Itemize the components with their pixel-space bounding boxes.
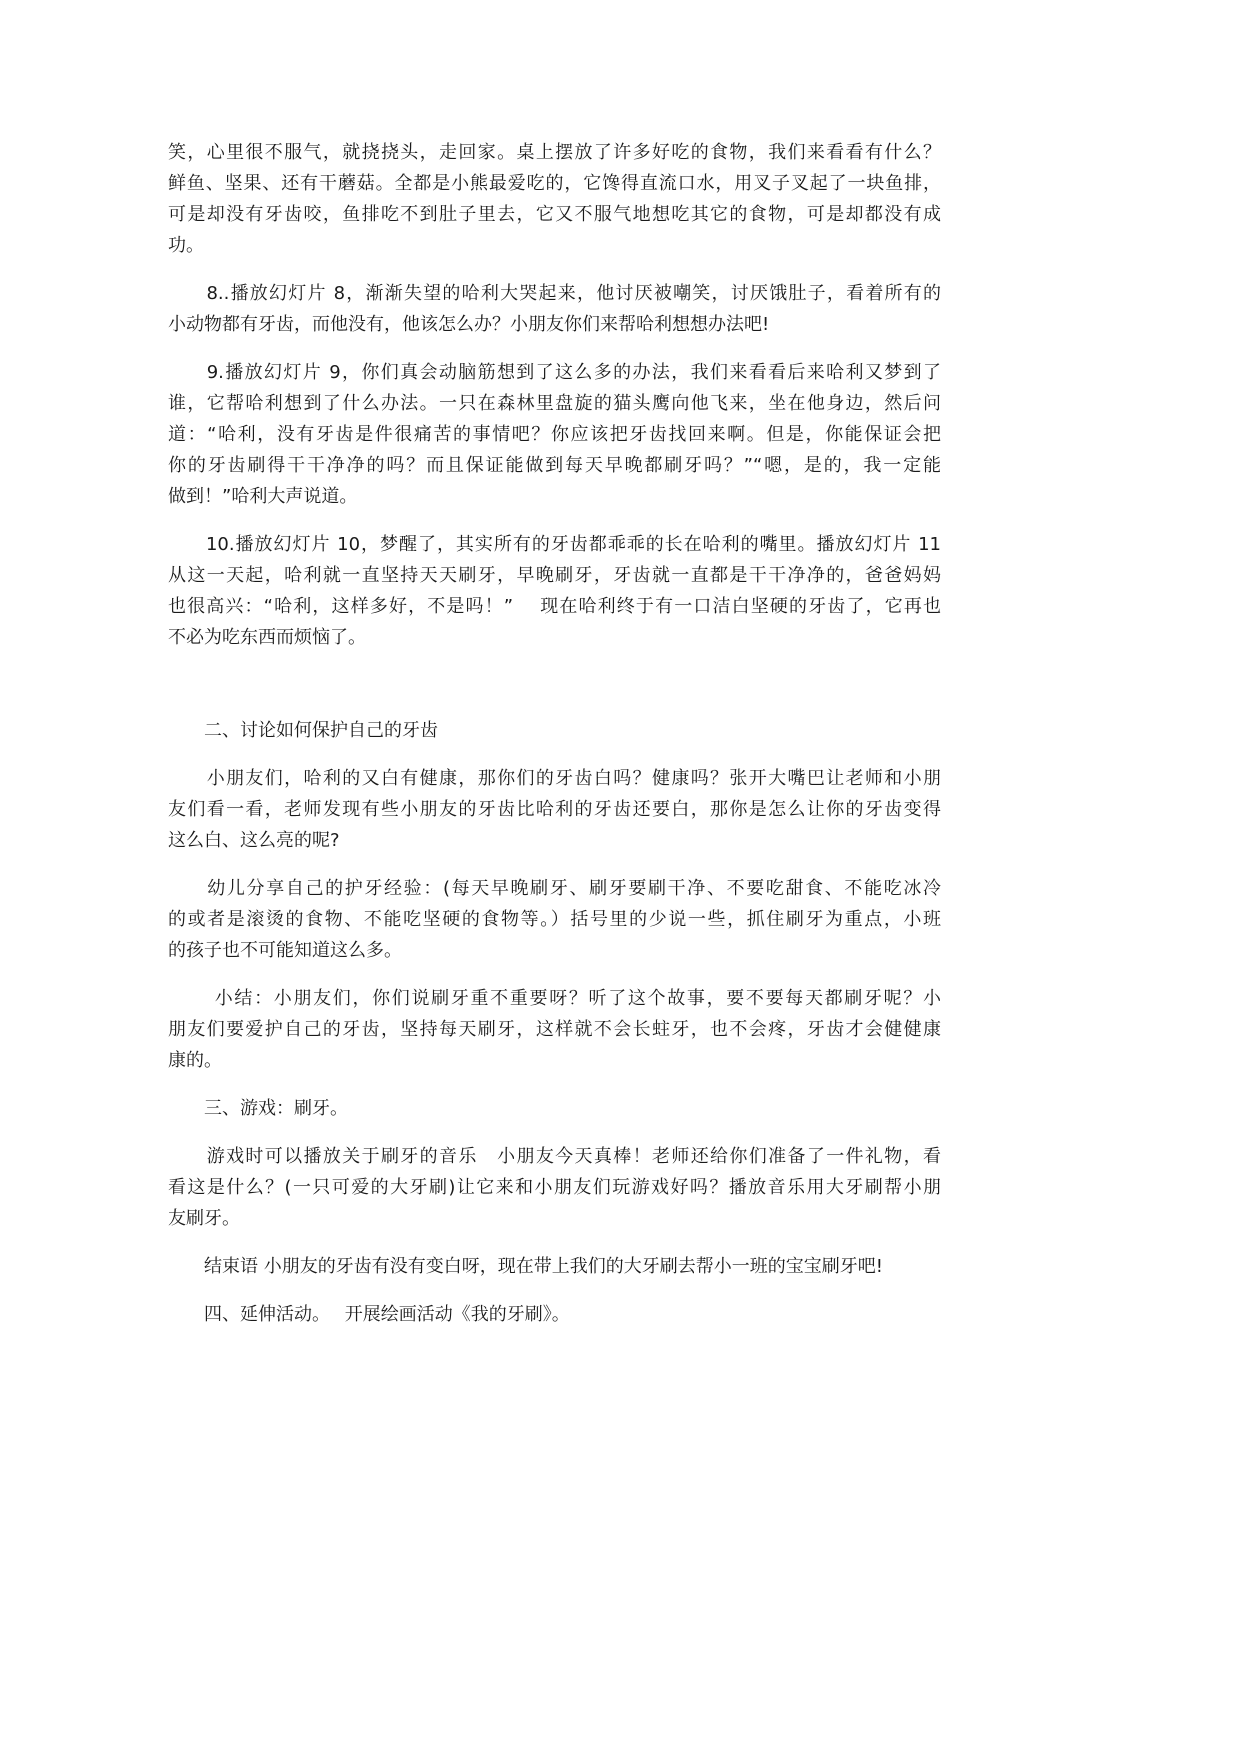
paragraph	[168, 529, 941, 653]
text-line: 看这是什么？(一只可爱的大牙刷)让它来和小朋友们玩游戏好吗？播放音乐用大牙刷帮小朋	[168, 1177, 941, 1198]
section-spacer	[168, 670, 941, 715]
text-line: 游戏时可以播放关于刷牙的音乐 小朋友今天真棒！老师还给你们准备了一件礼物，看	[168, 1146, 941, 1167]
text-line: 二、讨论如何保护自己的牙齿	[168, 720, 438, 741]
document-page	[168, 137, 941, 1347]
text-line: 小动物都有牙齿，而他没有，他该怎么办？小朋友你们来帮哈利想想办法吧!	[168, 314, 770, 335]
paragraph	[168, 873, 941, 966]
text-line: 友刷牙。	[168, 1208, 240, 1229]
paragraph	[168, 763, 941, 856]
text-line: 小结：小朋友们，你们说刷牙重不重要呀？听了这个故事，要不要每天都刷牙呢？小	[168, 988, 941, 1009]
paragraph	[168, 983, 941, 1076]
paragraph	[168, 1141, 941, 1234]
text-line: 不必为吃东西而烦恼了。	[168, 627, 366, 648]
text-line: 9.播放幻灯片 9，你们真会动脑筋想到了这么多的办法，我们来看看后来哈利又梦到了	[168, 362, 941, 383]
text-line: 可是却没有牙齿咬，鱼排吃不到肚子里去，它又不服气地想吃其它的食物，可是却都没有成	[168, 204, 941, 225]
paragraph	[168, 1251, 941, 1282]
text-line: 鲜鱼、坚果、还有干蘑菇。全都是小熊最爱吃的，它馋得直流口水，用叉子叉起了一块鱼排，	[168, 173, 941, 194]
text-line: 10.播放幻灯片 10，梦醒了，其实所有的牙齿都乖乖的长在哈利的嘴里。播放幻灯片 11	[168, 534, 941, 555]
text-line: 功。	[168, 235, 204, 256]
text-line: 笑，心里很不服气，就挠挠头，走回家。桌上摆放了许多好吃的食物，我们来看看有什么？	[168, 142, 941, 163]
paragraph	[168, 1299, 941, 1330]
text-line: 8..播放幻灯片 8，渐渐失望的哈利大哭起来，他讨厌被嘲笑，讨厌饿肚子，看着所有的	[168, 283, 941, 304]
text-line: 的或者是滚烫的食物、不能吃坚硬的食物等。）括号里的少说一些，抓住刷牙为重点，小班	[168, 909, 941, 930]
text-line: 小朋友们，哈利的又白有健康，那你们的牙齿白吗？健康吗？张开大嘴巴让老师和小朋	[168, 768, 941, 789]
paragraph	[168, 357, 941, 512]
text-line: 友们看一看，老师发现有些小朋友的牙齿比哈利的牙齿还要白，那你是怎么让你的牙齿变得	[168, 799, 941, 820]
paragraph	[168, 137, 941, 261]
paragraph	[168, 715, 941, 746]
paragraph	[168, 1093, 941, 1124]
text-line: 朋友们要爱护自己的牙齿，坚持每天刷牙，这样就不会长蛀牙，也不会疼，牙齿才会健健康	[168, 1019, 941, 1040]
text-line: 做到！”哈利大声说道。	[168, 486, 358, 507]
text-line: 四、延伸活动。 开展绘画活动《我的牙刷》。	[168, 1304, 570, 1325]
text-line: 从这一天起，哈利就一直坚持天天刷牙，早晚刷牙，牙齿就一直都是干干净净的，爸爸妈妈	[168, 565, 941, 586]
text-line: 幼儿分享自己的护牙经验：(每天早晚刷牙、刷牙要刷干净、不要吃甜食、不能吃冰冷	[168, 878, 941, 899]
text-line: 结束语 小朋友的牙齿有没有变白呀，现在带上我们的大牙刷去帮小一班的宝宝刷牙吧!	[168, 1256, 883, 1277]
text-line: 你的牙齿刷得干干净净的吗？而且保证能做到每天早晚都刷牙吗？”“嗯，是的，我一定能	[168, 455, 941, 476]
text-line: 康的。	[168, 1050, 222, 1071]
paragraph	[168, 278, 941, 340]
text-line: 谁，它帮哈利想到了什么办法。一只在森林里盘旋的猫头鹰向他飞来，坐在他身边，然后问	[168, 393, 941, 414]
text-line: 这么白、这么亮的呢?	[168, 830, 340, 851]
text-line: 三、游戏：刷牙。	[168, 1098, 348, 1119]
text-line: 道：“哈利，没有牙齿是件很痛苦的事情吧？你应该把牙齿找回来啊。但是，你能保证会把	[168, 424, 941, 445]
text-line: 也很高兴：“哈利，这样多好，不是吗！” 现在哈利终于有一口洁白坚硬的牙齿了，它再也	[168, 596, 941, 617]
text-line: 的孩子也不可能知道这么多。	[168, 940, 402, 961]
